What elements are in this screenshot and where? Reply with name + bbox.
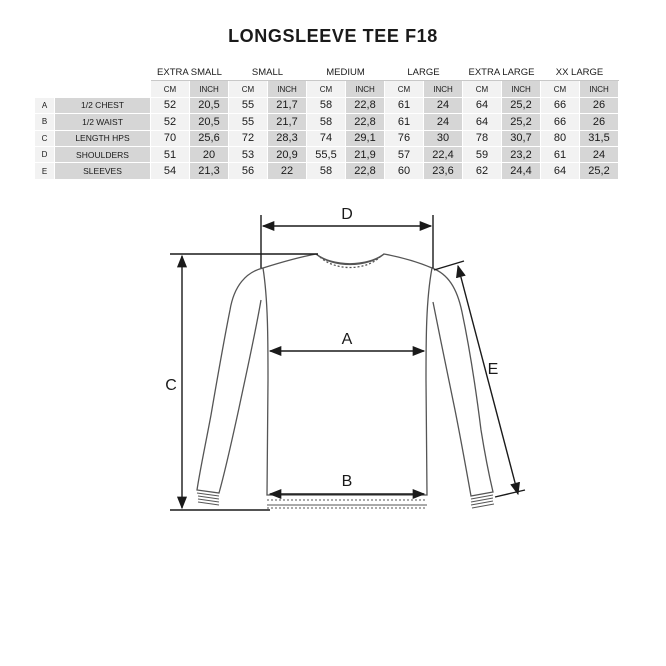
value-inch: 24,4: [502, 163, 541, 179]
longsleeve-tee-outline: [197, 254, 493, 496]
value-inch: 21,9: [346, 146, 385, 162]
value-inch: 21,7: [268, 114, 307, 130]
value-cm: 58: [307, 114, 346, 130]
unit-header-cm: CM: [463, 81, 502, 97]
value-inch: 20,5: [190, 114, 229, 130]
value-cm: 55,5: [307, 146, 346, 162]
row-label: SLEEVES: [55, 163, 151, 179]
value-inch: 22,8: [346, 97, 385, 113]
value-inch: 24: [580, 146, 619, 162]
value-cm: 52: [151, 114, 190, 130]
value-cm: 66: [541, 114, 580, 130]
value-inch: 20: [190, 146, 229, 162]
value-inch: 29,1: [346, 130, 385, 146]
value-inch: 22,4: [424, 146, 463, 162]
page-title: LONGSLEEVE TEE F18: [228, 26, 438, 46]
size-header: LARGE: [385, 65, 463, 81]
value-inch: 26: [580, 114, 619, 130]
value-inch: 24: [424, 114, 463, 130]
right-sleeve-outline: [432, 268, 493, 496]
value-cm: 56: [229, 163, 268, 179]
value-cm: 54: [151, 163, 190, 179]
value-inch: 26: [580, 97, 619, 113]
value-inch: 20,5: [190, 97, 229, 113]
label-c: C: [165, 377, 177, 394]
size-header: EXTRA SMALL: [151, 65, 229, 81]
value-cm: 62: [463, 163, 502, 179]
value-inch: 30: [424, 130, 463, 146]
size-header: MEDIUM: [307, 65, 385, 81]
unit-header-cm: CM: [307, 81, 346, 97]
value-cm: 55: [229, 114, 268, 130]
value-inch: 24: [424, 97, 463, 113]
unit-header-cm: CM: [541, 81, 580, 97]
value-cm: 58: [307, 163, 346, 179]
value-inch: 31,5: [580, 130, 619, 146]
value-inch: 25,6: [190, 130, 229, 146]
value-cm: 64: [541, 163, 580, 179]
unit-header-inch: INCH: [424, 81, 463, 97]
unit-header-inch: INCH: [346, 81, 385, 97]
size-header: XX LARGE: [541, 65, 619, 81]
value-inch: 25,2: [502, 97, 541, 113]
value-cm: 51: [151, 146, 190, 162]
value-inch: 25,2: [502, 114, 541, 130]
size-header: EXTRA LARGE: [463, 65, 541, 81]
label-e: E: [487, 361, 499, 378]
unit-header-inch: INCH: [580, 81, 619, 97]
value-inch: 21,3: [190, 163, 229, 179]
unit-header-inch: INCH: [268, 81, 307, 97]
value-inch: 23,2: [502, 146, 541, 162]
row-letter: C: [35, 130, 55, 146]
value-cm: 74: [307, 130, 346, 146]
value-cm: 72: [229, 130, 268, 146]
label-a: A: [341, 331, 353, 348]
unit-header-inch: INCH: [502, 81, 541, 97]
value-cm: 53: [229, 146, 268, 162]
value-cm: 59: [463, 146, 502, 162]
value-cm: 64: [463, 97, 502, 113]
left-sleeve-outline: [197, 268, 263, 493]
value-inch: 20,9: [268, 146, 307, 162]
value-inch: 22,8: [346, 114, 385, 130]
size-header: SMALL: [229, 65, 307, 81]
value-cm: 70: [151, 130, 190, 146]
row-label: 1/2 CHEST: [55, 97, 151, 113]
value-inch: 28,3: [268, 130, 307, 146]
value-cm: 78: [463, 130, 502, 146]
value-inch: 30,7: [502, 130, 541, 146]
value-cm: 61: [385, 97, 424, 113]
collar-inner-line: [320, 257, 380, 268]
value-cm: 80: [541, 130, 580, 146]
row-label: SHOULDERS: [55, 146, 151, 162]
value-cm: 76: [385, 130, 424, 146]
value-cm: 57: [385, 146, 424, 162]
right-cuff: [471, 495, 494, 508]
value-cm: 64: [463, 114, 502, 130]
value-cm: 52: [151, 97, 190, 113]
value-inch: 22: [268, 163, 307, 179]
value-cm: 61: [541, 146, 580, 162]
dimension-e: [434, 261, 525, 497]
tee-body-outline: [263, 254, 432, 495]
row-letter: D: [35, 146, 55, 162]
value-cm: 55: [229, 97, 268, 113]
unit-header-cm: CM: [385, 81, 424, 97]
label-d: D: [341, 206, 353, 223]
value-cm: 58: [307, 97, 346, 113]
value-cm: 60: [385, 163, 424, 179]
row-letter: B: [35, 114, 55, 130]
value-cm: 61: [385, 114, 424, 130]
hem-band: [267, 500, 427, 508]
value-inch: 22,8: [346, 163, 385, 179]
row-label: LENGTH HPS: [55, 130, 151, 146]
unit-header-inch: INCH: [190, 81, 229, 97]
unit-header-cm: CM: [151, 81, 190, 97]
value-inch: 25,2: [580, 163, 619, 179]
row-letter: A: [35, 97, 55, 113]
row-label: 1/2 WAIST: [55, 114, 151, 130]
value-cm: 66: [541, 97, 580, 113]
left-cuff: [197, 493, 219, 505]
unit-header-cm: CM: [229, 81, 268, 97]
value-inch: 23,6: [424, 163, 463, 179]
value-inch: 21,7: [268, 97, 307, 113]
label-b: B: [341, 473, 353, 490]
row-letter: E: [35, 163, 55, 179]
